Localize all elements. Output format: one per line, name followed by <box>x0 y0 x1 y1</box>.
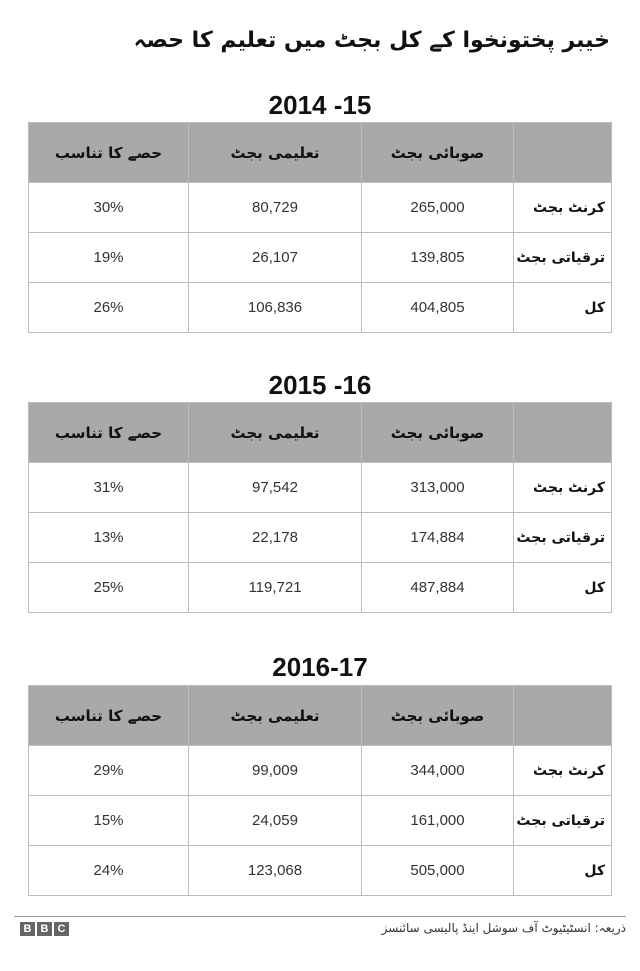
source-credit: ذریعہ: انسٹیٹیوٹ آف سوشل اینڈ پالیسی سائنسز <box>381 921 626 935</box>
table-row <box>29 563 612 613</box>
cell-share: 13% <box>29 513 189 563</box>
cell-provincial: 344,000 <box>362 746 514 796</box>
cell-share: 31% <box>29 463 189 513</box>
table-row <box>29 796 612 846</box>
year-heading-2014-15: 2014 -15 <box>268 90 372 120</box>
row-label: کرنٹ بجٹ <box>514 463 612 513</box>
header-provincial-budget: صوبائی بجٹ <box>362 123 514 183</box>
row-label: کرنٹ بجٹ <box>514 183 612 233</box>
cell-share: 25% <box>29 563 189 613</box>
cell-provincial: 174,884 <box>362 513 514 563</box>
cell-education: 99,009 <box>189 746 362 796</box>
header-share-ratio: حصے کا تناسب <box>29 686 189 746</box>
header-share-ratio: حصے کا تناسب <box>29 123 189 183</box>
table-header-row <box>29 686 612 746</box>
cell-share: 19% <box>29 233 189 283</box>
header-provincial-budget: صوبائی بجٹ <box>362 403 514 463</box>
cell-share: 26% <box>29 283 189 333</box>
header-share-ratio: حصے کا تناسب <box>29 403 189 463</box>
cell-education: 97,542 <box>189 463 362 513</box>
cell-provincial: 505,000 <box>362 846 514 896</box>
table-header-row <box>29 403 612 463</box>
cell-education: 123,068 <box>189 846 362 896</box>
table-row <box>29 183 612 233</box>
bbc-logo <box>20 922 69 936</box>
header-education-budget: تعلیمی بجٹ <box>189 686 362 746</box>
header-blank <box>514 686 612 746</box>
row-label: ترقیاتی بجٹ <box>514 796 612 846</box>
bbc-logo-letter: C <box>54 922 69 936</box>
cell-provincial: 139,805 <box>362 233 514 283</box>
table-row <box>29 463 612 513</box>
table-row <box>29 846 612 896</box>
cell-provincial: 265,000 <box>362 183 514 233</box>
bbc-logo-letter: B <box>37 922 52 936</box>
cell-education: 119,721 <box>189 563 362 613</box>
cell-education: 106,836 <box>189 283 362 333</box>
cell-share: 24% <box>29 846 189 896</box>
cell-share: 29% <box>29 746 189 796</box>
row-label: کل <box>514 563 612 613</box>
year-heading-2016-17: 2016-17 <box>272 652 368 682</box>
budget-table-2014-15 <box>28 122 612 333</box>
cell-provincial: 404,805 <box>362 283 514 333</box>
table-row <box>29 283 612 333</box>
year-heading-2015-16: 2015 -16 <box>268 370 372 400</box>
table-row <box>29 233 612 283</box>
footer-divider <box>14 916 626 917</box>
row-label: کل <box>514 846 612 896</box>
cell-provincial: 313,000 <box>362 463 514 513</box>
budget-table-2016-17 <box>28 685 612 896</box>
cell-education: 24,059 <box>189 796 362 846</box>
row-label: ترقیاتی بجٹ <box>514 233 612 283</box>
table-row <box>29 513 612 563</box>
table-header-row <box>29 123 612 183</box>
cell-share: 15% <box>29 796 189 846</box>
table-row <box>29 746 612 796</box>
cell-education: 22,178 <box>189 513 362 563</box>
cell-education: 26,107 <box>189 233 362 283</box>
header-education-budget: تعلیمی بجٹ <box>189 403 362 463</box>
cell-provincial: 161,000 <box>362 796 514 846</box>
chart-title: خیبر پختونخوا کے کل بجٹ میں تعلیم کا حصہ <box>133 28 610 53</box>
cell-provincial: 487,884 <box>362 563 514 613</box>
row-label: کرنٹ بجٹ <box>514 746 612 796</box>
header-blank <box>514 403 612 463</box>
header-education-budget: تعلیمی بجٹ <box>189 123 362 183</box>
header-provincial-budget: صوبائی بجٹ <box>362 686 514 746</box>
row-label: کل <box>514 283 612 333</box>
cell-education: 80,729 <box>189 183 362 233</box>
budget-table-2015-16 <box>28 402 612 613</box>
cell-share: 30% <box>29 183 189 233</box>
bbc-logo-letter: B <box>20 922 35 936</box>
header-blank <box>514 123 612 183</box>
row-label: ترقیاتی بجٹ <box>514 513 612 563</box>
